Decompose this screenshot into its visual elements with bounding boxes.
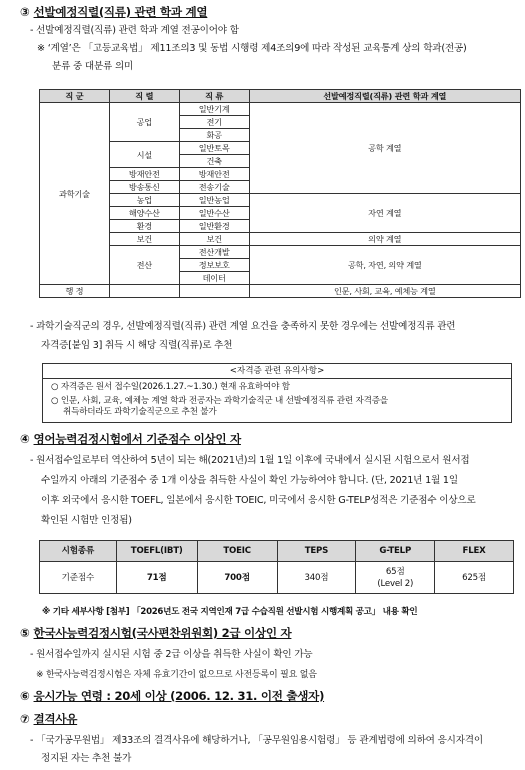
class-ilban-nong: 일반농업 — [179, 194, 249, 207]
score-header-flex: FLEX — [435, 541, 514, 562]
section-4-number: ④ — [20, 432, 30, 446]
series-gongeop: 공업 — [109, 103, 179, 142]
score-header-row — [40, 541, 514, 562]
admin-field: 인문, 사회, 교육, 예체능 계열 — [249, 285, 520, 298]
series-haeyang: 해양수산 — [109, 207, 179, 220]
s3-line2a: - 과학기술직군의 경우, 선발예정직렬(직류) 관련 계열 요건을 충족하지 못한 경우에는 선발예정직류 관련 — [30, 321, 456, 332]
field-multi: 공학, 자연, 의약 계열 — [249, 246, 520, 285]
score-header-gtelp: G-TELP — [356, 541, 435, 562]
field-nat: 자연 계열 — [249, 194, 520, 233]
s3-line2b: 자격증[붙임 3] 취득 시 해당 직렬(직류)로 추천 — [41, 340, 233, 351]
class-ilban-hwan: 일반환경 — [179, 220, 249, 233]
table-header-row — [40, 90, 521, 103]
s4-footnote: ※ 기타 세부사항 [첨부] 「2026년도 전국 지역인재 7급 수습직원 선발시험 시행계획 공고」 내용 확인 — [42, 607, 418, 617]
section-3-heading — [20, 4, 207, 20]
score-teps: 340점 — [277, 562, 356, 594]
field-eng: 공학 계열 — [249, 103, 520, 194]
series-sisul: 시설 — [109, 142, 179, 168]
section-7-number: ⑦ — [20, 712, 30, 726]
notice-item-2a: ○ 인문, 사회, 교육, 예체능 계열 학과 전공자는 과학기술직군 내 선발예정직류 관련 자격증을 — [51, 396, 388, 406]
s4-p1: - 원서접수일로부터 역산하여 5년이 되는 해(2021년)의 1월 1일 이후에 국내에서 실시된 시험으로서 원서접 — [30, 455, 470, 466]
department-table — [39, 89, 521, 298]
s5-note: ※ 한국사능력검정시험은 자체 유효기간이 없으므로 사전등록이 필요 없음 — [36, 670, 317, 680]
class-ilban-su: 일반수산 — [179, 207, 249, 220]
score-header-toeic: TOEIC — [197, 541, 277, 562]
notice-header: <자격증 관련 유의사항> — [43, 364, 511, 379]
section-7-title: 결격사유 — [33, 712, 78, 726]
s7-line1: - 「국가공무원법」 제33조의 결격사유에 해당하거나, 「공무원임용시험령」 등 관계법령에 의하여 응시자격이 — [30, 735, 483, 746]
s4-p4: 확인된 시험만 인정됨) — [41, 515, 132, 526]
series-nong: 농업 — [109, 194, 179, 207]
class-jeongbo: 정보보호 — [179, 259, 249, 272]
class-jeonsong: 전송기술 — [179, 181, 249, 194]
series-bangjae: 방재안전 — [109, 168, 179, 181]
group-admin: 행 정 — [40, 285, 110, 298]
score-row-label: 기준점수 — [40, 562, 117, 594]
score-toeic: 700점 — [197, 562, 277, 594]
col-header-field: 선발예정직렬(직류) 관련 학과 계열 — [249, 90, 520, 103]
series-bangsong: 방송통신 — [109, 181, 179, 194]
notice-item-2b: 취득하더라도 과학기술직군으로 추천 불가 — [63, 407, 217, 417]
col-header-class: 직 류 — [179, 90, 249, 103]
class-geonchuk: 건축 — [179, 155, 249, 168]
section-5-title: 한국사능력검정시험(국사편찬위원회) 2급 이상인 자 — [33, 626, 292, 640]
section-6-title: 응시가능 연령 : 20세 이상 (2006. 12. 31. 이전 출생자) — [33, 689, 325, 703]
class-data: 데이터 — [179, 272, 249, 285]
section-3-number: ③ — [20, 5, 30, 19]
class-bangjae: 방재안전 — [179, 168, 249, 181]
score-header-teps: TEPS — [277, 541, 356, 562]
admin-empty-2 — [179, 285, 249, 298]
score-flex: 625점 — [435, 562, 514, 594]
class-ilban-tomok: 일반토목 — [179, 142, 249, 155]
class-jeonsan-dev: 전산개발 — [179, 246, 249, 259]
s3-note1: ※ ‘계열’은 「고등교육법」 제11조의3 및 동법 시행령 제4조의9에 따라 작성된 교육통계 상의 학과(전공) — [37, 43, 467, 54]
class-jeongi: 전기 — [179, 116, 249, 129]
score-header-type: 시험종류 — [40, 541, 117, 562]
score-gtelp-cell — [356, 562, 435, 594]
col-header-series: 직 렬 — [109, 90, 179, 103]
class-ilban-gigye: 일반기계 — [179, 103, 249, 116]
admin-empty-1 — [109, 285, 179, 298]
notice-item-1: ○ 자격증은 원서 접수일(2026.1.27.~1.30.) 현재 유효하여야 함 — [51, 382, 290, 392]
s7-line2: 정지된 자는 추천 불가 — [41, 753, 132, 764]
section-5-heading — [20, 625, 291, 641]
class-hwahak: 화공 — [179, 129, 249, 142]
group-tech: 과학기술 — [40, 103, 110, 285]
score-gtelp-level: (Level 2) — [377, 578, 414, 589]
s4-p3: 이후 외국에서 응시한 TOEFL, 일본에서 응시한 TOEIC, 미국에서 응시한 G-TELP성적은 기준점수 이상으로 — [41, 495, 476, 506]
english-score-table — [39, 540, 514, 594]
series-bogeon: 보건 — [109, 233, 179, 246]
section-3-title: 선발예정직렬(직류) 관련 학과 계열 — [33, 5, 208, 19]
s4-p2: 수일까지 아래의 기준점수 중 1개 이상을 취득한 사실이 확인 가능하여야 합니다. (단, 2021년 1월 1일 — [41, 475, 458, 486]
series-jeonsan: 전산 — [109, 246, 179, 285]
certificate-notice-box — [42, 363, 512, 423]
section-4-heading — [20, 431, 241, 447]
section-6-heading — [20, 688, 324, 704]
class-bogeon: 보건 — [179, 233, 249, 246]
s3-note2: 분류 중 대분류 의미 — [52, 61, 134, 72]
section-7-heading — [20, 711, 77, 727]
section-5-number: ⑤ — [20, 626, 30, 640]
s5-line1: - 원서접수일까지 실시된 시험 중 2급 이상을 취득한 사실이 확인 가능 — [30, 649, 313, 660]
section-4-title: 영어능력검정시험에서 기준점수 이상인 자 — [33, 432, 241, 446]
col-header-group: 직 군 — [40, 90, 110, 103]
score-row — [40, 562, 514, 594]
s3-line1: - 선발예정직렬(직류) 관련 학과 계열 전공이어야 함 — [30, 25, 239, 36]
score-header-toefl: TOEFL(IBT) — [116, 541, 197, 562]
field-med: 의약 계열 — [249, 233, 520, 246]
series-hwangyeong: 환경 — [109, 220, 179, 233]
score-gtelp: 65점 — [385, 566, 405, 577]
score-toefl: 71점 — [116, 562, 197, 594]
section-6-number: ⑥ — [20, 689, 30, 703]
